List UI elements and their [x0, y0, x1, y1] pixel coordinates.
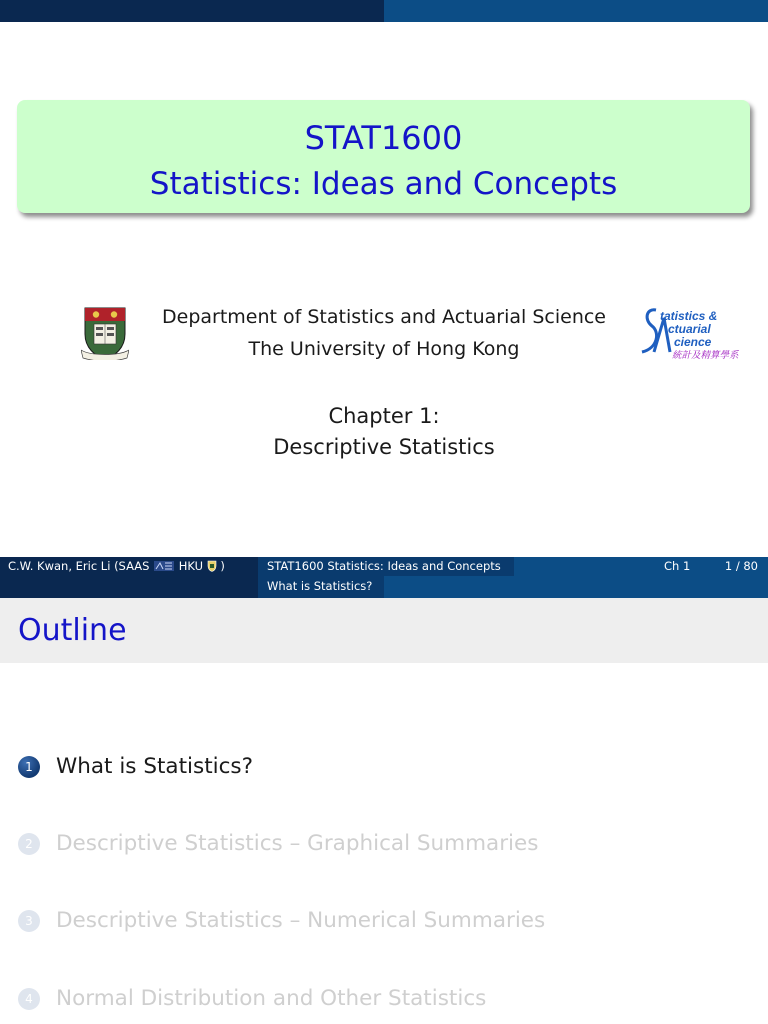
title-box: [17, 100, 750, 213]
toc-item-3[interactable]: [18, 906, 545, 936]
course-title: Statistics: Ideas and Concepts: [149, 166, 618, 202]
footer-author-text: C.W. Kwan, Eric Li (SAAS: [8, 559, 150, 573]
toc-number-badge: 1: [18, 756, 40, 778]
logo-line2: ctuarial: [668, 322, 711, 336]
chapter-title: Descriptive Statistics: [273, 435, 495, 459]
saas-logo-icon: [634, 304, 752, 362]
header-bar: [0, 0, 768, 22]
footer-chapter-page: [514, 557, 768, 576]
toc-number-badge: 3: [18, 910, 40, 932]
header-bar-right: [384, 0, 768, 22]
toc-item-4[interactable]: [18, 984, 486, 1014]
logo-chinese: 統計及精算學系: [672, 350, 739, 361]
logo-line3: cience: [674, 335, 712, 349]
footer-chapter[interactable]: Ch 1: [664, 559, 691, 573]
footer-author: [0, 557, 258, 576]
footer-author-close: ): [220, 559, 225, 573]
saas-mini-logo-icon: [153, 560, 175, 572]
toc-number-badge: 2: [18, 833, 40, 855]
toc-number-badge: 4: [18, 988, 40, 1010]
department-name: Department of Statistics and Actuarial Science: [162, 306, 606, 328]
footer-row-main: [0, 557, 768, 576]
footer-row-section: [0, 576, 768, 598]
toc-label: What is Statistics?: [56, 754, 254, 779]
footer-page-number: 1 / 80: [724, 559, 758, 573]
chapter-number: Chapter 1:: [328, 404, 440, 428]
slide-footer: [0, 557, 768, 598]
course-code: STAT1600: [304, 119, 463, 157]
footer-section-rest: [384, 576, 768, 598]
toc-label: Descriptive Statistics – Graphical Summaries: [56, 831, 539, 856]
toc-item-2[interactable]: [18, 829, 538, 859]
footer-section-spacer: [0, 576, 258, 598]
hku-crest-icon: [81, 306, 129, 360]
footer-author-hku: HKU: [178, 559, 204, 573]
university-name: The University of Hong Kong: [248, 338, 520, 360]
toc-label: Normal Distribution and Other Statistics: [56, 986, 487, 1011]
frame-title-bar: [0, 598, 768, 663]
footer-section[interactable]: What is Statistics?: [258, 576, 384, 598]
frame-title: Outline: [18, 613, 127, 648]
hku-mini-crest-icon: [207, 560, 217, 572]
logo-line1: tatistics &: [660, 309, 718, 323]
footer-title[interactable]: STAT1600 Statistics: Ideas and Concepts: [258, 557, 514, 576]
toc-item-1[interactable]: [18, 752, 253, 782]
toc-label: Descriptive Statistics – Numerical Summaries: [56, 908, 546, 933]
header-bar-left: [0, 0, 384, 22]
